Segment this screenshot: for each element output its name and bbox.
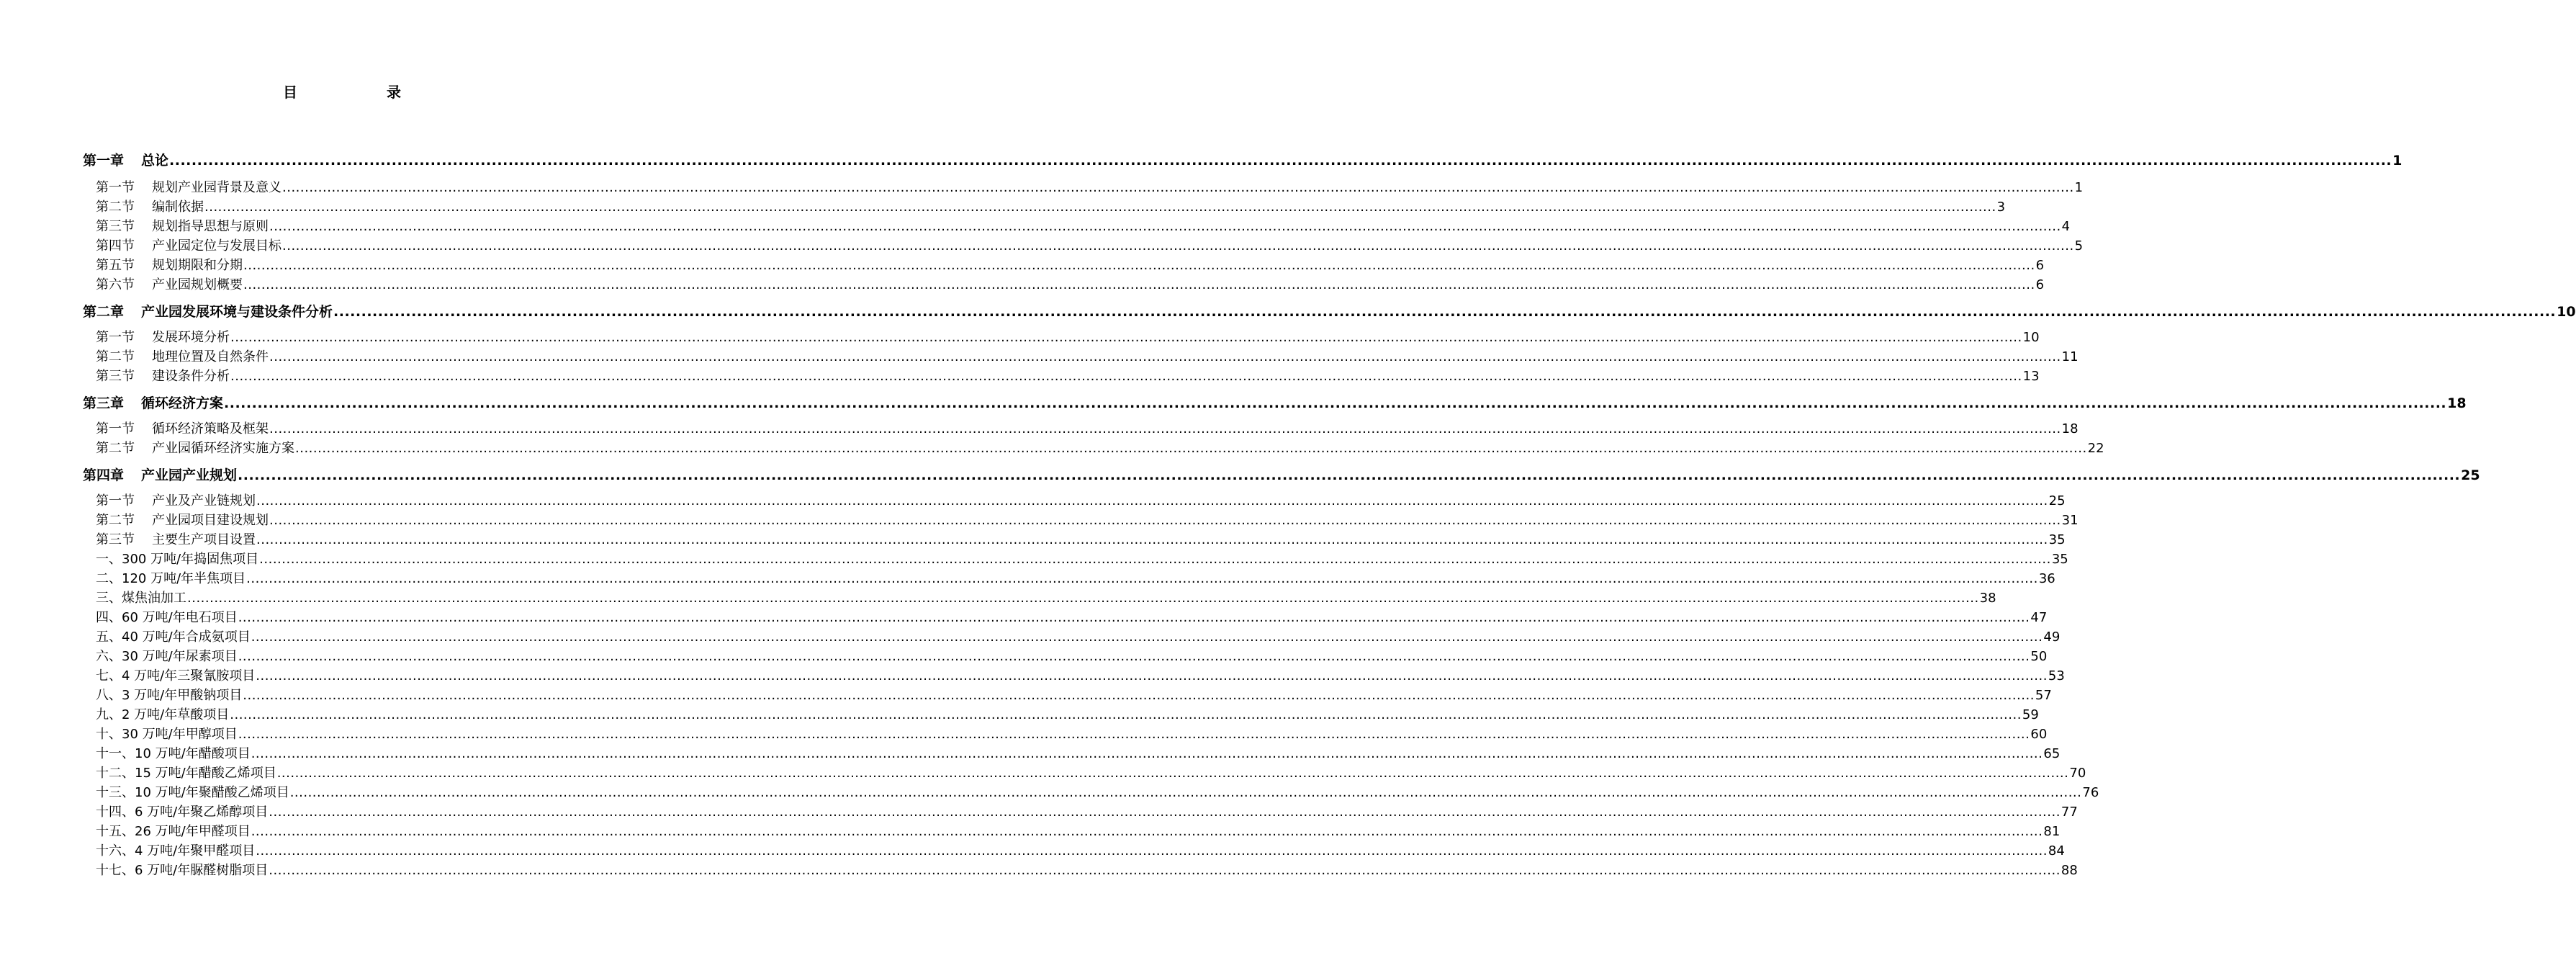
toc-page-number: 47: [2030, 610, 2048, 625]
toc-entry-title: 产业园产业规划: [141, 467, 238, 483]
toc-item-entry[interactable]: [96, 706, 2039, 725]
toc-page-number: 22: [2087, 441, 2104, 456]
toc-entry-label: [96, 842, 255, 861]
toc-page-number: 10: [2557, 304, 2576, 320]
toc-entry-number: 第二节: [96, 349, 135, 364]
toc-dot-leader: ................................................................................................................................................................................................................................................................................................................................................................................................................: [169, 153, 2392, 169]
toc-page-number: 57: [2035, 688, 2052, 703]
toc-entry-label: [96, 550, 258, 569]
toc-dot-leader: ................................................................................................................................................................................................................................................................................................................................................................................................................: [230, 330, 2022, 345]
toc-entry-label: [96, 745, 251, 763]
toc-section-entry[interactable]: [96, 256, 2045, 275]
toc-dot-leader: ................................................................................................................................................................................................................................................................................................................................................................................................................: [333, 304, 2557, 320]
toc-entry-label: [96, 647, 238, 666]
toc-dot-leader: ................................................................................................................................................................................................................................................................................................................................................................................................................: [251, 746, 2043, 761]
toc-entry-label: [96, 803, 268, 822]
toc-entry-label: [96, 725, 238, 744]
toc-page-number: 11: [2061, 349, 2079, 364]
toc-section-entry[interactable]: [96, 198, 2006, 217]
toc-page-number: 59: [2022, 707, 2039, 722]
toc-dot-leader: ................................................................................................................................................................................................................................................................................................................................................................................................................: [256, 843, 2048, 859]
toc-entry-label: [83, 302, 333, 321]
toc-dot-leader: ................................................................................................................................................................................................................................................................................................................................................................................................................: [269, 513, 2061, 528]
toc-entry-title: 规划产业园背景及意义: [152, 180, 282, 195]
toc-entry-number: 第三章: [83, 395, 125, 411]
toc-dot-leader: ................................................................................................................................................................................................................................................................................................................................................................................................................: [256, 668, 2048, 684]
toc-item-entry[interactable]: [96, 823, 2061, 841]
toc-section-entry[interactable]: [96, 237, 2084, 256]
toc-dot-leader: ................................................................................................................................................................................................................................................................................................................................................................................................................: [246, 571, 2038, 586]
toc-entry-label: [96, 706, 229, 725]
toc-entry-title: 一、300 万吨/年捣固焦项目: [96, 552, 259, 567]
toc-entry-title: 十二、15 万吨/年醋酸乙烯项目: [96, 766, 276, 781]
toc-section-entry[interactable]: [96, 218, 2071, 236]
toc-page-number: 10: [2022, 330, 2040, 345]
toc-entry-title: 产业园定位与发展目标: [152, 238, 282, 254]
toc-entry-label: [96, 531, 256, 550]
toc-page-number: 70: [2069, 766, 2086, 781]
toc-entry-label: [96, 492, 256, 511]
toc-entry-title: 十四、6 万吨/年聚乙烯醇项目: [96, 805, 269, 820]
toc-entry-title: 十三、10 万吨/年聚醋酸乙烯项目: [96, 785, 289, 800]
toc-entry-number: 第一节: [96, 421, 135, 436]
toc-entry-label: [83, 466, 237, 485]
toc-entry-number: 第二节: [96, 441, 135, 456]
toc-page-number: 35: [2048, 532, 2066, 547]
toc-dot-leader: ................................................................................................................................................................................................................................................................................................................................................................................................................: [259, 552, 2051, 567]
toc-section-entry[interactable]: [96, 367, 2040, 386]
toc-dot-leader: ................................................................................................................................................................................................................................................................................................................................................................................................................: [230, 707, 2022, 722]
toc-entry-number: 第一章: [83, 153, 125, 169]
toc-page-number: 49: [2043, 629, 2061, 645]
toc-item-entry[interactable]: [96, 842, 2065, 861]
toc-entry-number: 第四节: [96, 238, 135, 254]
toc-page-number: 35: [2051, 552, 2068, 567]
toc-item-entry[interactable]: [96, 589, 1996, 608]
toc-page-number: 3: [1996, 200, 2006, 215]
toc-page-number: 4: [2061, 219, 2071, 234]
toc-item-entry[interactable]: [96, 725, 2048, 744]
toc-page-number: 77: [2061, 805, 2078, 820]
toc-section-entry[interactable]: [96, 439, 2104, 458]
toc-entry-title: 四、60 万吨/年电石项目: [96, 610, 238, 625]
toc-entry-number: 第六节: [96, 277, 135, 292]
toc-dot-leader: ................................................................................................................................................................................................................................................................................................................................................................................................................: [251, 629, 2043, 645]
toc-dot-leader: ................................................................................................................................................................................................................................................................................................................................................................................................................: [269, 863, 2061, 878]
toc-entry-label: [96, 823, 251, 841]
toc-dot-leader: ................................................................................................................................................................................................................................................................................................................................................................................................................: [256, 493, 2048, 508]
toc-page-number: 1: [2074, 180, 2084, 195]
toc-entry-label: [96, 589, 186, 608]
toc-section-entry[interactable]: [96, 276, 2045, 295]
toc-entry-title: 产业及产业链规划: [152, 493, 256, 508]
toc-entry-title: 主要生产项目设置: [152, 532, 256, 547]
toc-entry-title: 产业园循环经济实施方案: [152, 441, 294, 456]
toc-section-entry[interactable]: [96, 179, 2084, 197]
toc-entry-number: 第三节: [96, 369, 135, 384]
toc-page-number: 5: [2074, 238, 2084, 254]
toc-dot-leader: ................................................................................................................................................................................................................................................................................................................................................................................................................: [295, 441, 2087, 456]
toc-entry-label: [96, 328, 230, 347]
toc-dot-leader: ................................................................................................................................................................................................................................................................................................................................................................................................................: [238, 649, 2030, 664]
toc-entry-title: 七、4 万吨/年三聚氰胺项目: [96, 668, 256, 684]
toc-entry-label: [96, 237, 282, 256]
toc-dot-leader: ................................................................................................................................................................................................................................................................................................................................................................................................................: [289, 785, 2082, 800]
toc-entry-title: 三、煤焦油加工: [96, 591, 186, 606]
toc-dot-leader: ................................................................................................................................................................................................................................................................................................................................................................................................................: [238, 610, 2030, 625]
toc-item-entry[interactable]: [96, 745, 2061, 763]
toc-chapter-entry[interactable]: [83, 151, 2402, 170]
toc-entry-title: 十、30 万吨/年甲醇项目: [96, 727, 238, 742]
toc-page-number: 6: [2035, 258, 2045, 273]
toc-page-number: 50: [2030, 649, 2048, 664]
toc-page-number: 1: [2392, 153, 2402, 169]
toc-entry-label: [96, 667, 255, 686]
toc-section-entry[interactable]: [96, 492, 2066, 511]
toc-dot-leader: ................................................................................................................................................................................................................................................................................................................................................................................................................: [256, 532, 2048, 547]
toc-dot-leader: ................................................................................................................................................................................................................................................................................................................................................................................................................: [230, 369, 2022, 384]
toc-item-entry[interactable]: [96, 803, 2078, 822]
toc-item-entry[interactable]: [96, 764, 2086, 783]
toc-item-entry[interactable]: [96, 686, 2052, 705]
toc-section-entry[interactable]: [96, 531, 2066, 550]
toc-item-entry[interactable]: [96, 667, 2065, 686]
toc-page-number: 31: [2061, 513, 2079, 528]
toc-entry-label: [83, 151, 168, 170]
toc-chapter-entry[interactable]: [83, 394, 2467, 413]
toc-entry-title: 发展环境分析: [152, 330, 230, 345]
toc-dot-leader: ................................................................................................................................................................................................................................................................................................................................................................................................................: [243, 258, 2035, 273]
toc-dot-leader: ................................................................................................................................................................................................................................................................................................................................................................................................................: [243, 688, 2035, 703]
toc-item-entry[interactable]: [96, 861, 2078, 880]
toc-page-number: 88: [2061, 863, 2078, 878]
toc-entry-label: [96, 198, 204, 217]
toc-dot-leader: ................................................................................................................................................................................................................................................................................................................................................................................................................: [269, 219, 2061, 234]
toc-entry-number: 第三节: [96, 219, 135, 234]
toc-entry-title: 八、3 万吨/年甲酸钠项目: [96, 688, 243, 703]
toc-entry-label: [96, 784, 289, 802]
toc-page-number: 13: [2022, 369, 2040, 384]
toc-entry-title: 地理位置及自然条件: [152, 349, 269, 364]
toc-entry-number: 第四章: [83, 467, 125, 483]
toc-dot-leader: ................................................................................................................................................................................................................................................................................................................................................................................................................: [282, 238, 2074, 254]
toc-entry-label: [96, 367, 230, 386]
toc-page-number: 60: [2030, 727, 2048, 742]
toc-entry-label: [96, 570, 246, 588]
toc-page-number: 25: [2048, 493, 2066, 508]
toc-entry-title: 五、40 万吨/年合成氨项目: [96, 629, 251, 645]
toc-page-number: 76: [2082, 785, 2099, 800]
toc-entry-label: [96, 628, 251, 647]
toc-entry-number: 第一节: [96, 493, 135, 508]
toc-dot-leader: ................................................................................................................................................................................................................................................................................................................................................................................................................: [243, 277, 2035, 292]
toc-entry-label: [96, 179, 282, 197]
toc-entry-label: [96, 348, 269, 367]
toc-dot-leader: ................................................................................................................................................................................................................................................................................................................................................................................................................: [238, 467, 2461, 483]
toc-item-entry[interactable]: [96, 628, 2061, 647]
toc-entry-title: 循环经济策略及框架: [152, 421, 269, 436]
toc-page-number: 6: [2035, 277, 2045, 292]
toc-dot-leader: ................................................................................................................................................................................................................................................................................................................................................................................................................: [269, 349, 2061, 364]
toc-entry-title: 产业园发展环境与建设条件分析: [141, 304, 333, 320]
toc-entry-title: 十一、10 万吨/年醋酸项目: [96, 746, 251, 761]
toc-entry-title: 总论: [141, 153, 169, 169]
toc-chapter-entry[interactable]: [83, 466, 2480, 485]
toc-page-number: 53: [2048, 668, 2065, 684]
toc-entry-label: [96, 686, 242, 705]
toc-page-number: 18: [2061, 421, 2079, 436]
toc-dot-leader: ................................................................................................................................................................................................................................................................................................................................................................................................................: [276, 766, 2069, 781]
toc-entry-label: [96, 218, 269, 236]
toc-entry-title: 循环经济方案: [141, 395, 224, 411]
toc-section-entry[interactable]: [96, 328, 2040, 347]
toc-dot-leader: ................................................................................................................................................................................................................................................................................................................................................................................................................: [282, 180, 2074, 195]
toc-entry-title: 产业园规划概要: [152, 277, 243, 292]
toc-chapter-entry[interactable]: [83, 302, 2576, 321]
toc-entry-title: 六、30 万吨/年尿素项目: [96, 649, 238, 664]
toc-entry-title: 十五、26 万吨/年甲醛项目: [96, 824, 251, 839]
toc-item-entry[interactable]: [96, 784, 2099, 802]
page-title: 目 录: [283, 84, 438, 101]
toc-entry-title: 九、2 万吨/年草酸项目: [96, 707, 230, 722]
toc-entry-number: 第二节: [96, 200, 135, 215]
toc-entry-title: 产业园项目建设规划: [152, 513, 269, 528]
toc-entry-label: [96, 511, 269, 530]
toc-dot-leader: ................................................................................................................................................................................................................................................................................................................................................................................................................: [269, 805, 2061, 820]
toc-page-number: 84: [2048, 843, 2065, 859]
toc-entry-label: [96, 609, 238, 627]
toc-section-entry[interactable]: [96, 420, 2079, 439]
toc-dot-leader: ................................................................................................................................................................................................................................................................................................................................................................................................................: [187, 591, 1979, 606]
toc-section-entry[interactable]: [96, 348, 2079, 367]
toc-entry-label: [96, 861, 268, 880]
toc-entry-number: 第二章: [83, 304, 125, 320]
toc-entry-title: 规划期限和分期: [152, 258, 243, 273]
toc-entry-title: 规划指导思想与原则: [152, 219, 269, 234]
toc-entry-label: [96, 764, 276, 783]
toc-page-number: 65: [2043, 746, 2061, 761]
toc-entry-title: 十七、6 万吨/年脲醛树脂项目: [96, 863, 269, 878]
toc-item-entry[interactable]: [96, 550, 2068, 569]
toc-page-number: 18: [2447, 395, 2467, 411]
toc-entry-number: 第二节: [96, 513, 135, 528]
toc-dot-leader: ................................................................................................................................................................................................................................................................................................................................................................................................................: [251, 824, 2043, 839]
toc-item-entry[interactable]: [96, 609, 2048, 627]
toc-section-entry[interactable]: [96, 511, 2079, 530]
toc-page-number: 25: [2461, 467, 2480, 483]
toc-page-number: 81: [2043, 824, 2061, 839]
toc-entry-label: [96, 276, 243, 295]
toc-page-number: 38: [1979, 591, 1996, 606]
toc-dot-leader: ................................................................................................................................................................................................................................................................................................................................................................................................................: [269, 421, 2061, 436]
toc-dot-leader: ................................................................................................................................................................................................................................................................................................................................................................................................................: [204, 200, 1996, 215]
toc-entry-title: 十六、4 万吨/年聚甲醛项目: [96, 843, 256, 859]
toc-entry-number: 第一节: [96, 330, 135, 345]
toc-entry-title: 建设条件分析: [152, 369, 230, 384]
toc-page-number: 36: [2038, 571, 2055, 586]
toc-item-entry[interactable]: [96, 647, 2048, 666]
toc-entry-label: [96, 439, 294, 458]
toc-entry-number: 第三节: [96, 532, 135, 547]
toc-entry-number: 第五节: [96, 258, 135, 273]
toc-entry-number: 第一节: [96, 180, 135, 195]
toc-entry-label: [83, 394, 223, 413]
toc-dot-leader: ................................................................................................................................................................................................................................................................................................................................................................................................................: [224, 395, 2447, 411]
toc-entry-label: [96, 256, 243, 275]
toc-entry-title: 二、120 万吨/年半焦项目: [96, 571, 246, 586]
toc-dot-leader: ................................................................................................................................................................................................................................................................................................................................................................................................................: [238, 727, 2030, 742]
toc-entry-label: [96, 420, 269, 439]
toc-entry-title: 编制依据: [152, 200, 204, 215]
toc-item-entry[interactable]: [96, 570, 2055, 588]
